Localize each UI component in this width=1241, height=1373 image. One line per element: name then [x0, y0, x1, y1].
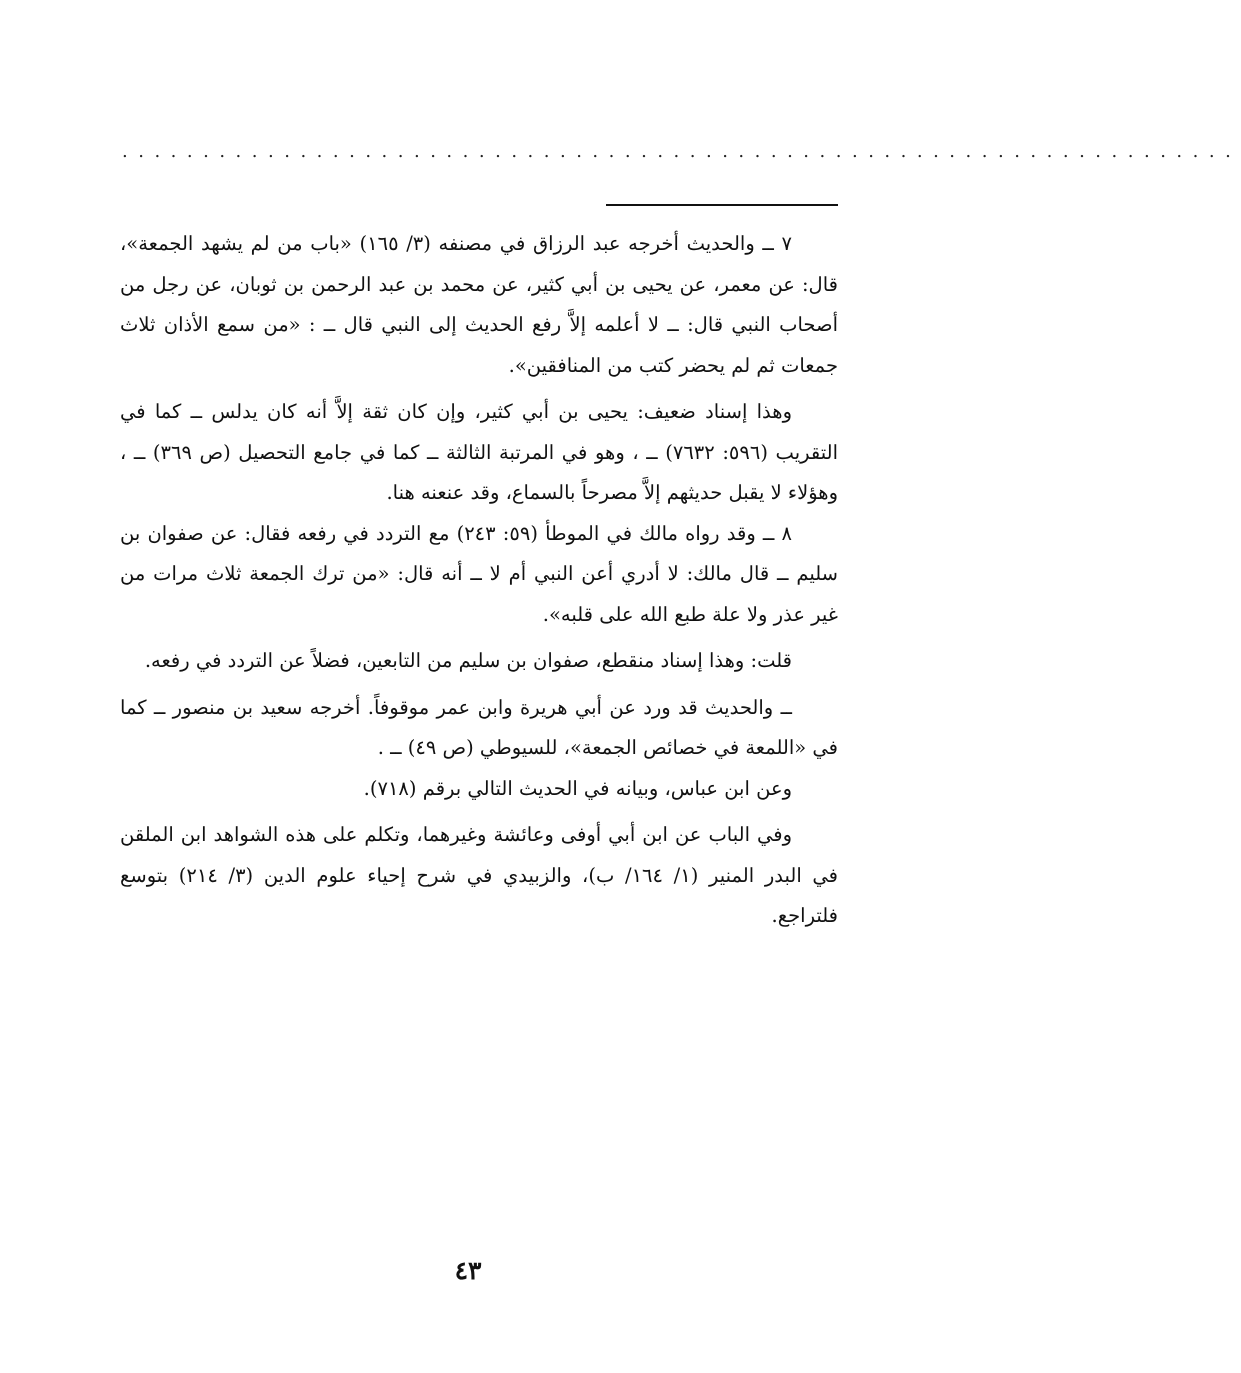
- footnote-8-commentary: قلت: وهذا إسناد منقطع، صفوان بن سليم من التابعين، فضلاً عن التردد في رفعه.: [144, 649, 792, 672]
- page-number: ٤٣: [454, 1256, 482, 1285]
- footnote-7: ٧ ــ والحديث أخرجه عبد الرزاق في مصنفه (٣/ ١٦٥) «باب من لم يشهد الجمعة»، قال: عن معمر، عن يحيى بن أبي كثير، عن محمد بن عبد الرحمن بن ثوبان، عن رجل من أصحاب النبي قال: ــ لا أعلمه إلاَّ رفع الحديث إلى النبي قال ــ : «من سمع الأذان ثلاث جمعات ثم لم يحضر كتب من المنافقين».: [120, 232, 838, 377]
- footnote-rule: [606, 204, 838, 206]
- ibn-abbas-note: وعن ابن عباس، وبيانه في الحديث التالي برقم (٧١٨).: [363, 776, 792, 800]
- footnotes-section: [120, 224, 838, 937]
- dotted-separator: .....................................................................: [122, 141, 1241, 162]
- footnote-7-commentary: وهذا إسناد ضعيف: يحيى بن أبي كثير، وإن كان ثقة إلاَّ أنه كان يدلس ــ كما في التقريب (٥٩٦: ٧٦٣٢) ــ ، وهو في المرتبة الثالثة ــ كما في جامع التحصيل (ص ٣٦٩) ــ ، وهؤلاء لا يقبل حديثهم إلاَّ مصرحاً بالسماع، وقد عنعنه هنا.: [120, 400, 838, 504]
- shawahid-note: وفي الباب عن ابن أبي أوفى وعائشة وغيرهما، وتكلم على هذه الشواهد ابن الملقن في البدر المنير (١/ ١٦٤/ ب)، والزبيدي في شرح إحياء علوم الدين (٣/ ٢١٤) بتوسع فلتراجع.: [120, 823, 838, 927]
- footnote-8: ٨ ــ وقد رواه مالك في الموطأ (٥٩: ٢٤٣) مع التردد في رفعه فقال: عن صفوان بن سليم ــ قال مالك: لا أدري أعن النبي أم لا ــ أنه قال: «من ترك الجمعة ثلاث مرات من غير عذر ولا علة طبع الله على قلبه».: [120, 521, 838, 626]
- mawquf-note: ــ والحديث قد ورد عن أبي هريرة وابن عمر موقوفاً. أخرجه سعيد بن منصور ــ كما في «اللمعة في خصائص الجمعة»، للسيوطي (ص ٤٩) ــ .: [120, 695, 838, 759]
